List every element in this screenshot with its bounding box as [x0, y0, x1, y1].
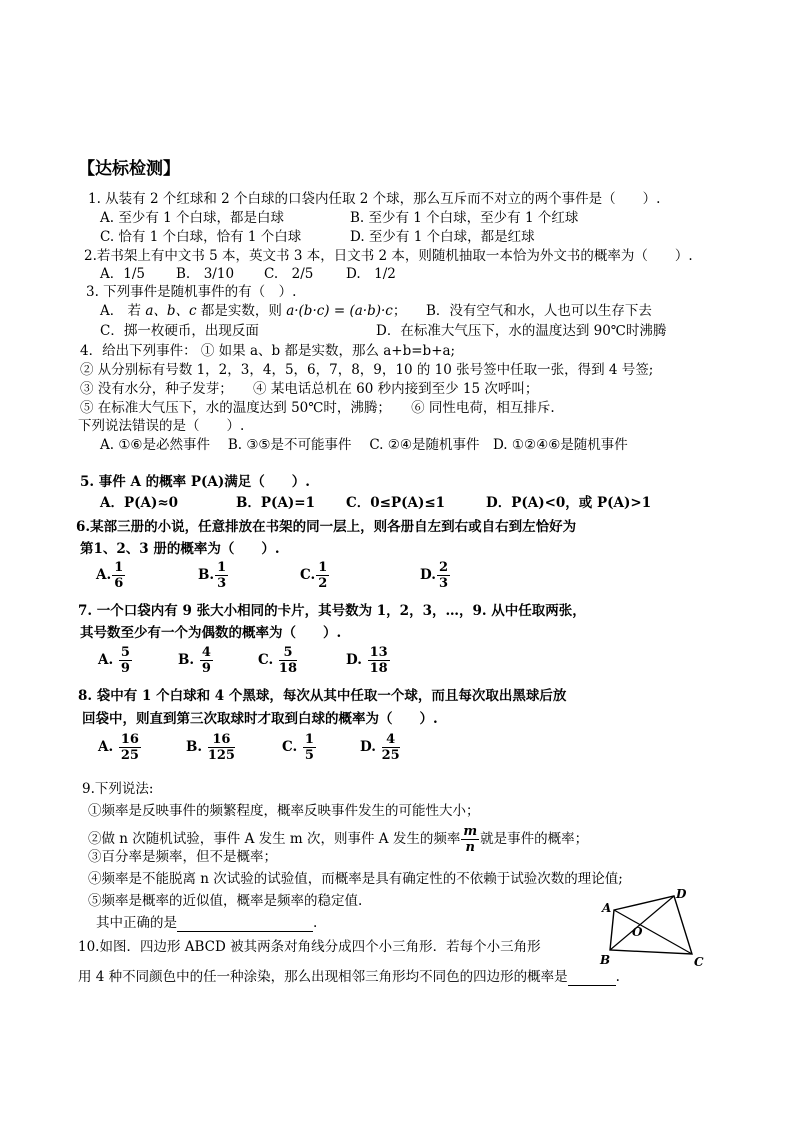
- q4-options: A. ①⑥是必然事件 B. ③⑤是不可能事件 C. ②④是随机事件 D. ①②④⑥是随机事件: [100, 437, 628, 453]
- q7-option-a: A. $\frac{5}{9}$: [98, 645, 130, 676]
- q1-option-b: B. 至少有 1 个白球，至少有 1 个红球: [350, 210, 579, 226]
- q4-item-5-6: ⑤ 在标准大气压下，水的温度达到 50℃时，沸腾； ⑥ 同性电荷，相互排斥.: [80, 400, 555, 416]
- q2-option-b: B. 3/10: [176, 266, 235, 282]
- q2-option-d: D. 1/2: [346, 266, 396, 282]
- q10-answer-blank[interactable]: [568, 971, 616, 986]
- q1-option-d: D. 至少有 1 个白球，都是红球: [350, 229, 535, 245]
- q7-option-b: B. $\frac{4}{9}$: [178, 645, 211, 676]
- section-title: 【达标检测】: [78, 159, 180, 179]
- q4-item-3-4: ③ 没有水分，种子发芽； ④ 某电话总机在 60 秒内接到至少 15 次呼叫；: [80, 381, 539, 397]
- q9-statement-4: ④频率是不能脱离 n 次试验的试验值，而概率是具有确定性的不依赖于试验次数的理论值;: [88, 871, 623, 887]
- q8-stem-line2: 回袋中，则直到第三次取球时才取到白球的概率为（ ）.: [82, 711, 438, 727]
- vertex-b-label: B: [600, 953, 611, 967]
- q3-option-b: B．没有空气和水，人也可以生存下去: [426, 303, 652, 319]
- q6-option-c: C. $\frac{1}{2}$: [300, 560, 328, 591]
- q7-option-d: D. $\frac{13}{18}$: [346, 645, 388, 676]
- q1-stem: 1. 从装有 2 个红球和 2 个白球的口袋内任取 2 个球，那么互斥而不对立的两个事件是（ ）.: [88, 191, 661, 207]
- q1-option-c: C. 恰有 1 个白球，恰有 1 个白球: [100, 229, 302, 245]
- q9-statement-3: ③百分率是频率，但不是概率；: [88, 849, 277, 865]
- q8-option-b: B. $\frac{16}{125}$: [186, 732, 235, 763]
- q10-stem-line1: 10.如图．四边形 ABCD 被其两条对角线分成四个小三角形．若每个小三角形: [78, 939, 541, 955]
- q6-option-d: D. $\frac{2}{3}$: [420, 560, 448, 591]
- q9-stem: 9.下列说法:: [82, 781, 154, 797]
- q4-item-2: ② 从分别标有号数 1，2，3，4，5，6，7，8，9，10 的 10 张号签中任取一张，得到 4 号签;: [80, 362, 654, 378]
- quadrilateral-abcd-figure: [596, 888, 712, 970]
- q9-statement-1: ①频率是反映事件的频繁程度，概率反映事件发生的可能性大小；: [88, 803, 480, 819]
- q3-option-a: [100, 302, 406, 320]
- q9-answer-blank[interactable]: [177, 917, 313, 932]
- q3-option-d: D．在标准大气压下，水的温度达到 90℃时沸腾: [376, 323, 667, 339]
- q6-option-a: A. $\frac{1}{6}$: [96, 560, 124, 591]
- q6-stem-line1: 6.某部三册的小说，任意排放在书架的同一层上，则各册自左到右或自右到左恰好为: [76, 519, 577, 535]
- q2-option-a: A．1/5: [100, 266, 145, 282]
- q4-prompt: 下列说法错误的是（ ）.: [78, 418, 245, 434]
- q5-option-b: B．P(A)=1: [236, 495, 316, 511]
- q5-option-a: A．P(A)≈0: [100, 495, 179, 511]
- q5-option-c: C．0≤P(A)≤1: [346, 495, 446, 511]
- q5-option-d: D．P(A)<0，或 P(A)>1: [486, 495, 652, 511]
- q8-option-c: C. $\frac{1}{5}$: [282, 732, 314, 763]
- q7-stem-line2: 其号数至少有一个为偶数的概率为（ ）.: [80, 625, 342, 641]
- q8-stem-line1: 8. 袋中有 1 个白球和 4 个黑球，每次从其中任取一个球，而且每次取出黑球后放: [78, 688, 567, 704]
- q6-option-b: B. $\frac{1}{3}$: [198, 560, 227, 591]
- q3-option-a-post: ；: [392, 303, 407, 319]
- vertex-c-label: C: [694, 955, 704, 969]
- vertex-d-label: D: [676, 888, 687, 901]
- center-o-label: O: [632, 925, 643, 939]
- q3-option-a-formula: a·(b·c) = (a·b)·c: [286, 303, 393, 319]
- q1-option-a: A. 至少有 1 个白球，都是白球: [100, 210, 285, 226]
- q3-option-a-mid: 都是实数，则: [196, 303, 287, 319]
- q3-stem: 3. 下列事件是随机事件的有（ ）.: [86, 284, 297, 300]
- q6-stem-line2: 第1、2、3 册的概率为（ ）.: [80, 541, 280, 557]
- q2-option-c: C. 2/5: [264, 266, 314, 282]
- vertex-a-label: A: [602, 901, 612, 915]
- q5-stem: 5. 事件 A 的概率 P(A)满足（ ）.: [80, 474, 310, 490]
- q3-option-a-pre: A． 若: [100, 303, 146, 319]
- q9-statement-2: ②做 n 次随机试验，事件 A 发生 m 次，则事件 A 发生的频率 $\frac{m}{n}$ 就是事件的概率；: [88, 824, 589, 855]
- q10-stem-line2: 用 4 种不同颜色中的任一种涂染，那么出现相邻三角形均不同色的四边形的概率是 .: [78, 969, 620, 985]
- q4-stem: 4．给出下列事件： ① 如果 a、b 都是实数，那么 a+b=b+a;: [80, 343, 456, 359]
- q3-option-a-vars: a、b、c: [145, 303, 197, 319]
- q3-option-c: C．掷一枚硬币，出现反面: [100, 323, 259, 339]
- q9-statement-5: ⑤频率是概率的近似值，概率是频率的稳定值.: [88, 893, 363, 909]
- q9-answer: 其中正确的是 .: [96, 915, 318, 931]
- q7-option-c: C. $\frac{5}{18}$: [258, 645, 298, 676]
- q8-option-d: D. $\frac{4}{25}$: [360, 732, 400, 763]
- q2-stem: 2.若书架上有中文书 5 本，英文书 3 本，日文书 2 本，则随机抽取一本恰为外文书的概率为（ ）.: [84, 248, 693, 264]
- q8-option-a: A. $\frac{16}{25}$: [98, 732, 139, 763]
- q7-stem-line1: 7. 一个口袋内有 9 张大小相同的卡片，其号数为 1，2，3，…，9. 从中任取两张，: [78, 603, 586, 619]
- quadrilateral-outline: [610, 896, 692, 954]
